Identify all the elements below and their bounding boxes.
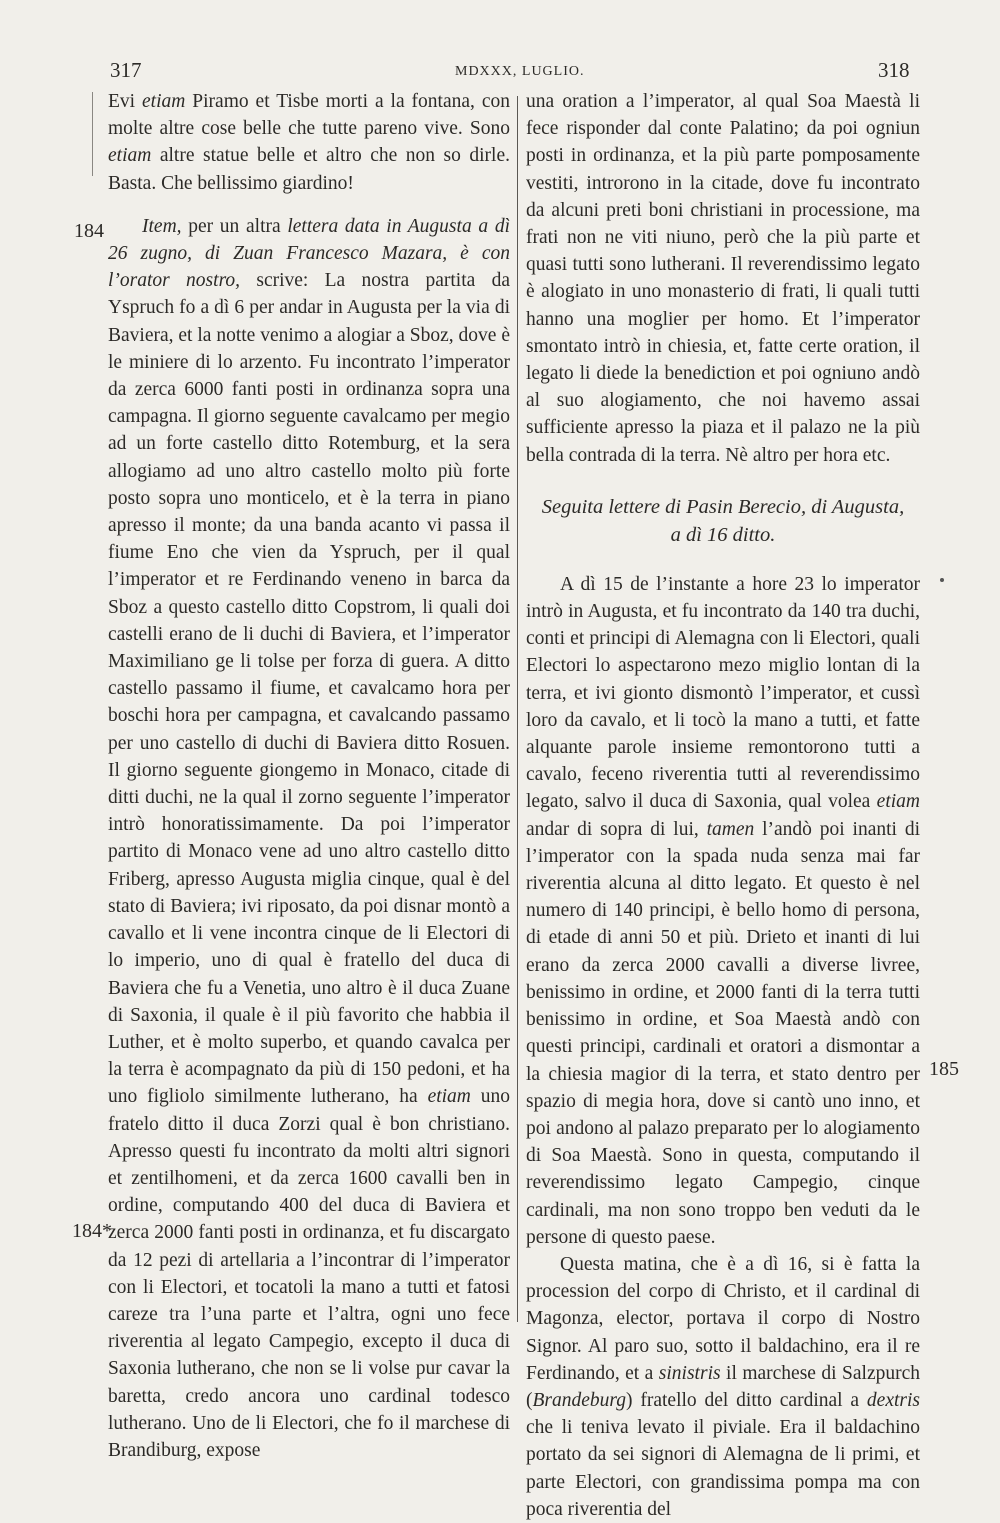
italic-text: dextris xyxy=(866,1389,920,1411)
letter-heading-line-1: Seguita lettere di Pasin Berecio, di Augusta, xyxy=(541,495,905,518)
italic-text: etiam xyxy=(108,145,152,167)
left-page-number: 317 xyxy=(110,58,142,82)
left-paragraph-1: Evi etiam Piramo et Tisbe morti a la fontana, con molte altre cose belle che tutte pareno vive. Sono etiam altre statue belle et altro che non so dirle. Basta. Che bellissimo giardino! xyxy=(108,91,510,194)
letter-heading xyxy=(526,493,920,549)
running-title: MDXXX, LUGLIO. xyxy=(455,64,585,79)
right-paragraph-3: Questa matina, che è a dì 16, si è fatta la procession del corpo di Christo, et il cardinal di Magonza, elector, portava il corpo di Nostro Signor. Al paro suo, sotto il baldachino, era il re Ferdinando, et a sinistris il marchese di Salzpurch (Brandeburg) fratello del ditto cardinal a dextris che li teniva levato il piviale. Era il baldachino portato da sei signori di Alemagna de li primi, et parte Electori, con grandissima pompa ma con poca riverentia del xyxy=(526,1253,920,1520)
italic-text: Brandeburg xyxy=(532,1389,627,1411)
italic-text: lettera data in Augusta a dì 26 zugno, di Zuan Francesco Mazara, è con l’orator nostro, xyxy=(108,215,510,292)
stray-mark xyxy=(940,578,944,582)
left-column xyxy=(108,88,510,1464)
paragraph-gap xyxy=(108,197,510,213)
letter-heading-line-2: a dì 16 ditto. xyxy=(670,523,776,546)
right-column xyxy=(526,88,920,1523)
column-divider xyxy=(517,96,518,1322)
margin-number-185: 185 xyxy=(929,1058,959,1080)
margin-rule xyxy=(92,92,93,176)
italic-text: etiam xyxy=(427,1086,471,1108)
italic-text: etiam xyxy=(876,791,920,813)
italic-text: tamen xyxy=(706,818,755,840)
italic-text: etiam xyxy=(142,91,186,112)
italic-text: Item, xyxy=(142,215,182,237)
running-header xyxy=(0,58,1000,88)
right-page-number: 318 xyxy=(878,58,910,82)
right-paragraph-2: A dì 15 de l’instante a hore 23 lo imperator intrò in Augusta, et fu incontrato da 140 tra duchi, conti et principi di Alemagna con li Electori, quali Electori lo aspectarono mezo miglio lontan di la terra, et ivi gionto dismontò l’imperator, et cussì loro da cavalo, et li tocò la mano a tutti, et fatte alquante parole insieme remontorono tutti a cavalo, feceno riverentia tutti al reverendissimo legato, salvo il duca di Saxonia, qual volea etiam andar di sopra di lui, tamen l’andò poi inanti di l’imperator con la spada nuda senza mai far riverentia alcuna al ditto legato. Et questo è nel numero di 140 principi, è bello homo di persona, di etade di anni 50 et più. Drieto et inanti di lui erano da zerca 2000 cavalli a diverse livree, benissimo in ordine, et 2000 fanti di la terra tutti benissimo in ordine, et Soa Maestà andò con questi principi, cardinali et oratori a dismontar a la chiesia magior di la terra, et stato dentro per spazio di megia hora, dove si cantò uno inno, et poi andono al palazo preparato per lo alogiamento di Soa Maestà. Sono in questa, computando il reverendissimo legato Campegio, cinque cardinali, ma non sono troppo ben veduti da le persone di questo paese. xyxy=(526,573,920,1248)
margin-number-184: 184 xyxy=(74,220,104,242)
left-paragraph-2: Item, per un altra lettera data in Augusta a dì 26 zugno, di Zuan Francesco Mazara, è con l’orator nostro, scrive: La nostra partita da Yspruch fo a dì 6 per andar in Augusta per la via di Baviera, et la notte venimo a alogiar a Sboz, dove è le miniere di lo arzento. Fu incontrato l’imperator da zerca 6000 fanti posti in ordinanza sopra una campagna. Il giorno seguente cavalcamo per megio ad un forte castello ditto Rotemburg, et la sera allogiamo ad uno altro castello molto più forte posto sopra uno monticelo, et è la terra in piano apresso il monte; da una banda acanto vi passa il fiume Eno che vien da Yspruch, per il qual l’imperator et re Ferdinando veneno in barca da Sboz a questo castello ditto Copstrom, li quali doi castelli erano de li duchi di Baviera, et l’imperator Maximiliano ge li tolse per forza di guera. A ditto castello passamo il fiume, et cavalcamo hora per boschi hora per campagna, et cavalcando passamo per uno castello di duchi di Baviera ditto Rosuen. Il giorno seguente giongemo in Monaco, citade di ditti duchi, ne la qual il zorno seguente l’imperator intrò honoratissimamente. Da poi l’imperator partito di Monaco vene ad uno altro castello ditto Friberg, apresso Augusta miglia cinque, qual è del stato di Baviera; ivi riposato, da poi disnar montò a cavallo et li vene incontra cinque de li Electori di lo imperio, uno di qual è fratello del duca di Baviera che fu a Venetia, uno altro è il duca Zuane di Saxonia, il quale è il più favorito che habbia il Luther, et è molto superbo, et quando cavalca per la terra è acompagnato da più di 150 pedoni, et ha uno figliolo similmente lutherano, ha etiam uno fratelo ditto il duca Zorzi qual è bon christiano. Apresso questi fu incontrato da molti altri signori et zentilhomeni, et da zerca 1600 cavalli ben in ordine, computando 400 del duca di Baviera et zerca 2000 fanti posti in ordinanza, et fu discargato da 12 pezi di artellaria a l’incontrar di l’imperator con li Electori, et tocatoli la mano a tutti et fatosi careze tra l’una parte et l’altra, ogni uno fece riverentia al legato Campegio, excepto il duca di Saxonia lutherano, che non se li volse pur cavar la baretta, credo ancora uno cardinal todesco lutherano. Uno de li Electori, che fo il marchese di Brandiburg, expose xyxy=(108,215,511,1461)
italic-text: sinistris xyxy=(658,1362,721,1384)
margin-number-184-star: 184* xyxy=(72,1220,112,1242)
right-paragraph-1: una oration a l’imperator, al qual Soa Maestà li fece risponder dal conte Palatino; da poi ogniun posti in ordinanza, et la più parte pomposamente vestiti, introrono in la citade, dove fu incontrato da alcuni preti boni christiani in processione, ma frati non ne viti niuno, però che la più parte et quasi tutti sono lutherani. Il reverendissimo legato è alogiato in uno monasterio di frati, li quali tutti hanno una moglier per homo. Et l’imperator smontato intrò in chiesia, et, fatte certe oration, il legato li diede la benediction et poi ogniuno andò al suo alogiamento, che noi havemo assai sufficiente apresso la piaza et il palazo ne la più bella contrada di la terra. Nè altro per hora etc. xyxy=(526,91,920,466)
